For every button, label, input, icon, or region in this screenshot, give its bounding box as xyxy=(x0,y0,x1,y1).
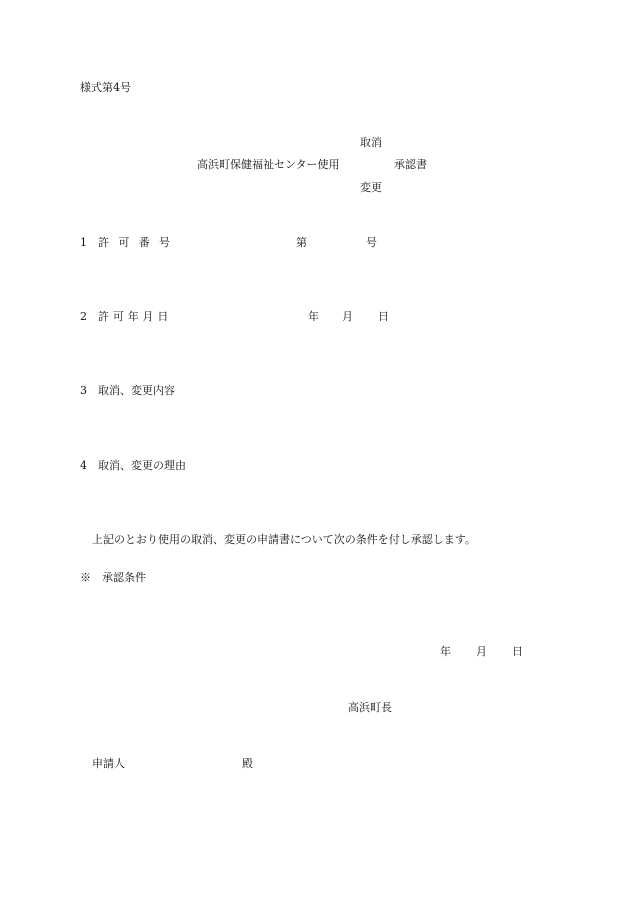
applicant-honorific: 殿 xyxy=(242,757,253,770)
title-option-cancel: 取消 xyxy=(360,136,382,149)
item-number: 4 xyxy=(80,459,87,472)
approval-conditions-label: ※ 承認条件 xyxy=(80,571,146,584)
permit-number-prefix: 第 xyxy=(296,236,307,249)
item-permit-date xyxy=(80,310,172,324)
item-label: 許可年月日 xyxy=(98,310,173,323)
issuer-name: 高浜町長 xyxy=(348,701,392,714)
item-change-details xyxy=(80,384,175,398)
document-title-suffix: 承認書 xyxy=(394,158,427,171)
approval-statement: 上記のとおり使用の取消、変更の申請書について次の条件を付し承認します。 xyxy=(92,533,476,546)
item-number: 3 xyxy=(80,384,87,397)
issue-date-day: 日 xyxy=(512,645,523,658)
form-number: 様式第4号 xyxy=(80,81,131,94)
issue-date-year: 年 xyxy=(440,645,451,658)
permit-date-year: 年 xyxy=(308,310,319,323)
item-number: 1 xyxy=(80,236,87,249)
item-number: 2 xyxy=(80,310,87,323)
title-option-change: 変更 xyxy=(360,181,382,194)
item-label: 取消、変更の理由 xyxy=(98,459,186,472)
applicant-label: 申請人 xyxy=(92,757,125,770)
item-permit-number xyxy=(80,236,179,250)
document-title: 高浜町保健福祉センター使用 xyxy=(197,158,340,171)
item-change-reason xyxy=(80,459,186,473)
issue-date-month: 月 xyxy=(476,645,487,658)
item-label: 許可番号 xyxy=(98,236,180,249)
item-label: 取消、変更内容 xyxy=(98,384,175,397)
permit-number-suffix: 号 xyxy=(366,236,377,249)
permit-date-month: 月 xyxy=(342,310,353,323)
permit-date-day: 日 xyxy=(378,310,389,323)
